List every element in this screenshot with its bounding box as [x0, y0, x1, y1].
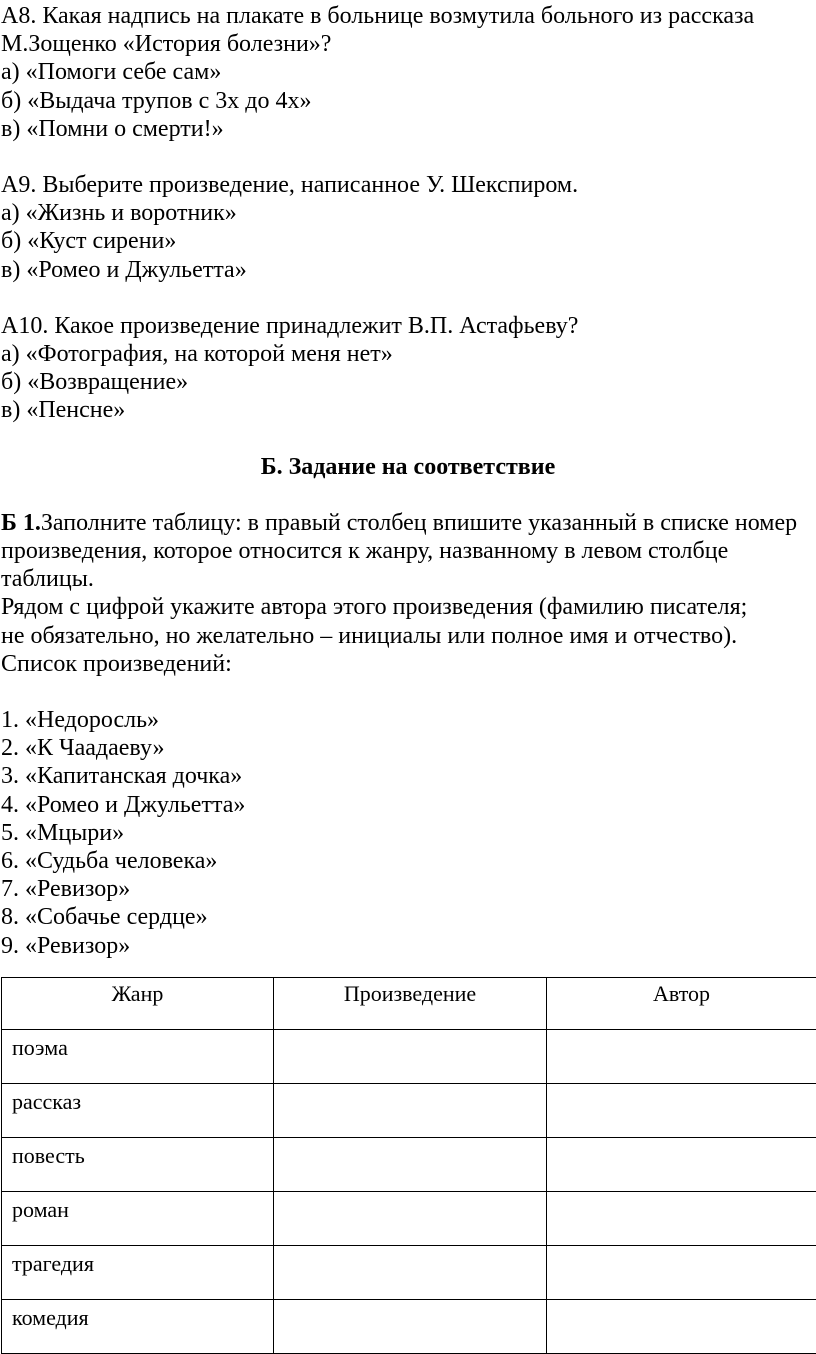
list-item: 8. «Собачье сердце» — [1, 903, 815, 931]
author-cell[interactable] — [547, 1138, 816, 1192]
task-text: произведения, которое относится к жанру, названному в левом столбце — [1, 537, 815, 565]
answer-option: а) «Фотография, на которой меня нет» — [1, 340, 815, 368]
genre-cell: рассказ — [2, 1084, 274, 1138]
answer-option: в) «Ромео и Джульетта» — [1, 256, 815, 284]
question-a9 — [1, 171, 815, 284]
section-heading: Б. Задание на соответствие — [1, 453, 815, 481]
work-cell[interactable] — [274, 1030, 547, 1084]
table-row — [2, 1084, 816, 1138]
answer-option: в) «Пенсне» — [1, 396, 815, 424]
author-cell[interactable] — [547, 1030, 816, 1084]
genre-cell: роман — [2, 1192, 274, 1246]
work-cell[interactable] — [274, 1246, 547, 1300]
list-item: 9. «Ревизор» — [1, 932, 815, 960]
answer-option: в) «Помни о смерти!» — [1, 115, 815, 143]
works-list — [1, 706, 815, 960]
genre-cell: поэма — [2, 1030, 274, 1084]
question-a8 — [1, 2, 815, 143]
question-stem: А8. Какая надпись на плакате в больнице возмутила больного из рассказа — [1, 2, 815, 30]
answer-option: а) «Жизнь и воротник» — [1, 199, 815, 227]
task-text: Список произведений: — [1, 650, 815, 678]
task-text: таблицы. — [1, 565, 815, 593]
question-a10 — [1, 312, 815, 425]
answer-option: б) «Куст сирени» — [1, 227, 815, 255]
list-item: 3. «Капитанская дочка» — [1, 762, 815, 790]
list-item: 7. «Ревизор» — [1, 875, 815, 903]
task-label: Б 1. — [1, 510, 41, 536]
task-text: Заполните таблицу: в правый столбец впишите указанный в списке номер — [41, 510, 797, 536]
answer-option: б) «Возвращение» — [1, 368, 815, 396]
table-header-row — [2, 978, 816, 1030]
table-row — [2, 1192, 816, 1246]
task-text: Рядом с цифрой укажите автора этого произведения (фамилию писателя; — [1, 593, 815, 621]
list-item: 1. «Недоросль» — [1, 706, 815, 734]
answer-option: б) «Выдача трупов с 3х до 4х» — [1, 87, 815, 115]
table-row — [2, 1246, 816, 1300]
genre-cell: комедия — [2, 1300, 274, 1354]
work-cell[interactable] — [274, 1138, 547, 1192]
answer-table — [1, 977, 816, 1354]
task-text: не обязательно, но желательно – инициалы или полное имя и отчество). — [1, 622, 815, 650]
table-row — [2, 1300, 816, 1354]
work-cell[interactable] — [274, 1192, 547, 1246]
column-header-genre: Жанр — [2, 978, 274, 1030]
work-cell[interactable] — [274, 1084, 547, 1138]
list-item: 5. «Мцыри» — [1, 819, 815, 847]
table-row — [2, 1030, 816, 1084]
author-cell[interactable] — [547, 1084, 816, 1138]
work-cell[interactable] — [274, 1300, 547, 1354]
author-cell[interactable] — [547, 1300, 816, 1354]
answer-option: а) «Помоги себе сам» — [1, 58, 815, 86]
question-stem: А9. Выберите произведение, написанное У. Шекспиром. — [1, 171, 815, 199]
table-row — [2, 1138, 816, 1192]
author-cell[interactable] — [547, 1246, 816, 1300]
genre-cell: трагедия — [2, 1246, 274, 1300]
list-item: 6. «Судьба человека» — [1, 847, 815, 875]
question-stem: А10. Какое произведение принадлежит В.П. Астафьеву? — [1, 312, 815, 340]
genre-cell: повесть — [2, 1138, 274, 1192]
task-b1 — [1, 509, 815, 678]
list-item: 4. «Ромео и Джульетта» — [1, 791, 815, 819]
document-page — [1, 2, 815, 960]
column-header-work: Произведение — [274, 978, 547, 1030]
list-item: 2. «К Чаадаеву» — [1, 734, 815, 762]
column-header-author: Автор — [547, 978, 816, 1030]
author-cell[interactable] — [547, 1192, 816, 1246]
question-stem: М.Зощенко «История болезни»? — [1, 30, 815, 58]
